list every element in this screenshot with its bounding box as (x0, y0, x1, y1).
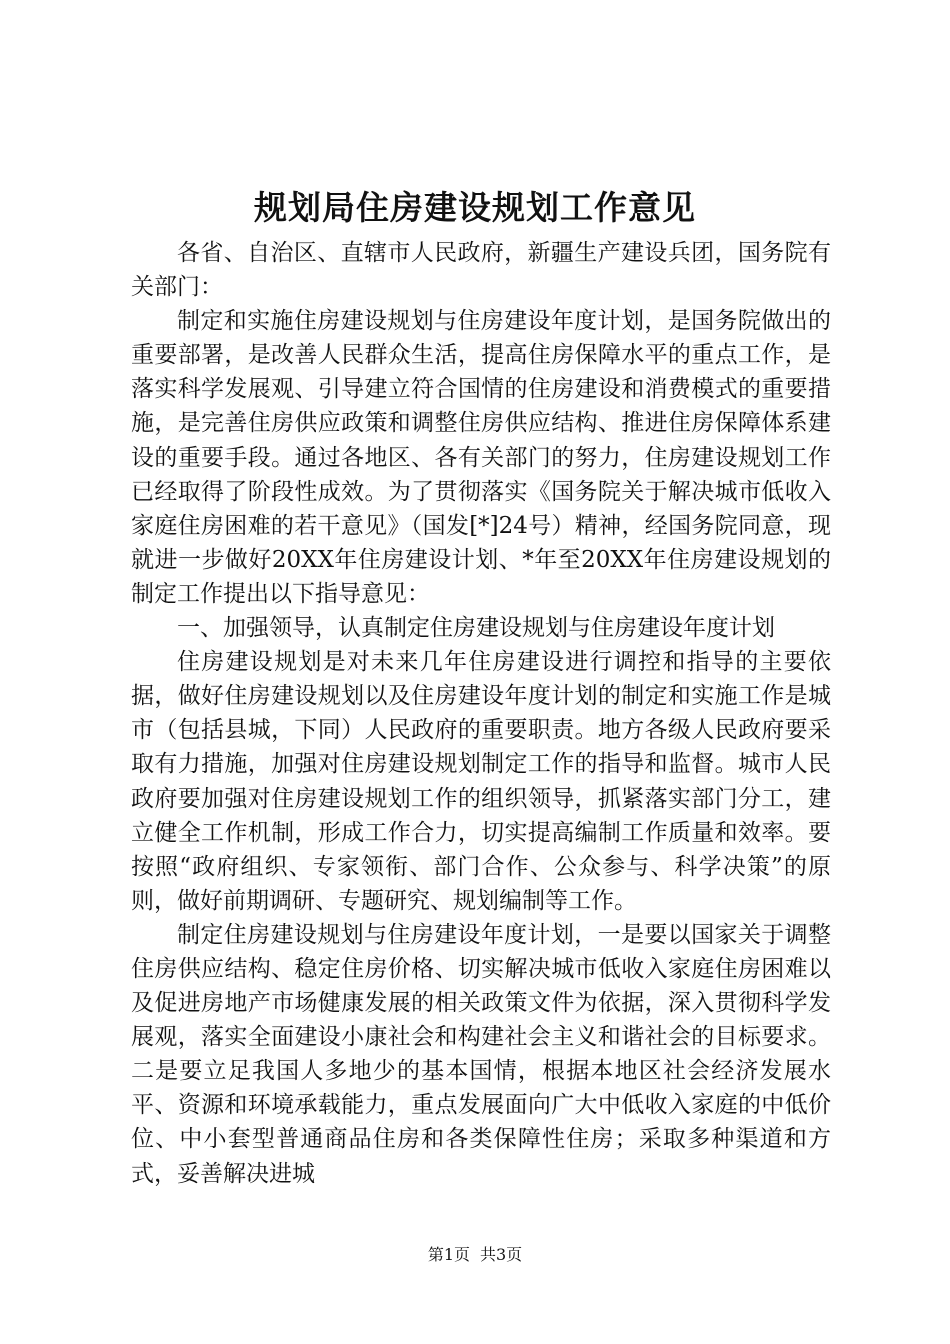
document-body (131, 236, 831, 1191)
paragraph-intro: 制定和实施住房建设规划与住房建设年度计划，是国务院做出的重要部署，是改善人民群众生活，提高住房保障水平的重点工作，是落实科学发展观、引导建立符合国情的住房建设和消费模式的重要措施，是完善住房供应政策和调整住房供应结构、推进住房保障体系建设的重要手段。通过各地区、各有关部门的努力，住房建设规划工作已经取得了阶段性成效。为了贯彻落实《国务院关于解决城市低收入家庭住房困难的若干意见》（国发[*]24号）精神，经国务院同意，现就进一步做好20XX年住房建设计划、*年至20XX年住房建设规划的制定工作提出以下指导意见： (131, 308, 831, 607)
paragraph-section-1-continued: 制定住房建设规划与住房建设年度计划，一是要以国家关于调整住房供应结构、稳定住房价格、切实解决城市低收入家庭住房困难以及促进房地产市场健康发展的相关政策文件为依据，深入贯彻科学发展观，落实全面建设小康社会和构建社会主义和谐社会的目标要求。二是要立足我国人多地少的基本国情，根据本地区社会经济发展水平、资源和环境承载能力，重点发展面向广大中低收入家庭的中低价位、中小套型普通商品住房和各类保障性住房；采取多种渠道和方式，妥善解决进城 (131, 921, 831, 1187)
paragraph-section-1: 住房建设规划是对未来几年住房建设进行调控和指导的主要依据，做好住房建设规划以及住房建设年度计划的制定和实施工作是城市（包括县城，下同）人民政府的重要职责。地方各级人民政府要采取有力措施，加强对住房建设规划制定工作的指导和监督。城市人民政府要加强对住房建设规划工作的组织领导，抓紧落实部门分工，建立健全工作机制，形成工作合力，切实提高编制工作质量和效率。要按照“政府组织、专家领衔、部门合作、公众参与、科学决策”的原则，做好前期调研、专题研究、规划编制等工作。 (131, 649, 831, 914)
document-title: 规划局住房建设规划工作意见 (254, 188, 696, 227)
section-heading-1: 一、加强领导，认真制定住房建设规划与住房建设年度计划 (177, 615, 775, 642)
page-total: 共3页 (480, 1245, 523, 1264)
page-number: 第1页 (427, 1245, 470, 1264)
page-footer (0, 1244, 950, 1266)
paragraph-salutation: 各省、自治区、直辖市人民政府，新疆生产建设兵团，国务院有关部门： (131, 240, 831, 301)
